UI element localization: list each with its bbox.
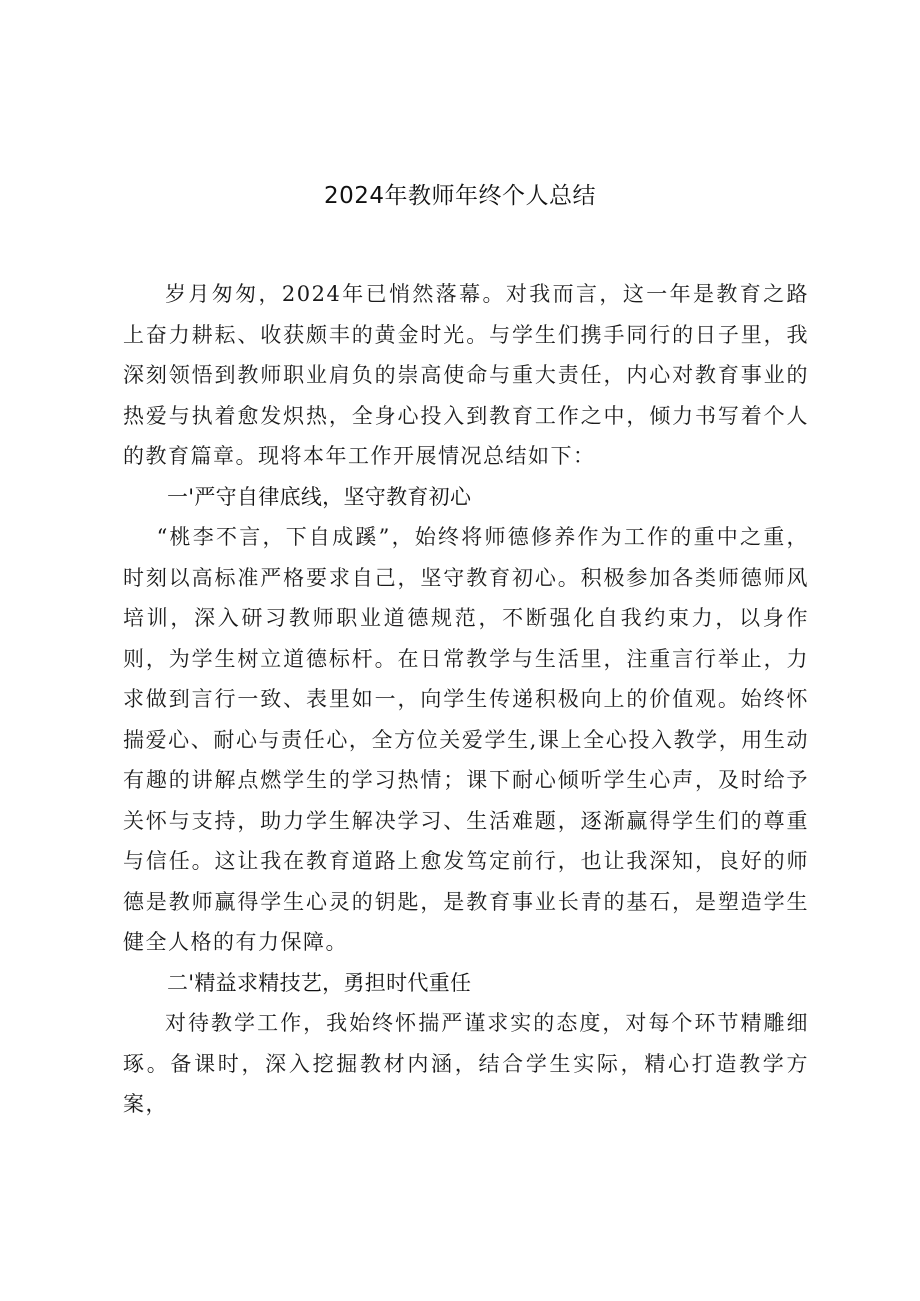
document-title: 2024年教师年终个人总结 (323, 183, 597, 209)
document-body (123, 274, 809, 1125)
section-2-paragraph: 对待教学工作，我始终怀揣严谨求实的态度，对每个环节精雕细琢。备课时，深入挖掘教材内涵，结合学生实际，精心打造教学方案， (123, 1011, 809, 1116)
section-1-heading: 一'严守自律底线，坚守教育初心 (167, 484, 472, 509)
section-1-paragraph: “桃李不言，下自成蹊”，始终将师德修养作为工作的重中之重，时刻以高标准严格要求自己，坚守教育初心。积极参加各类师德师风培训，深入研习教师职业道德规范，不断强化自我约束力，以身作则，为学生树立道德标杆。在日常教学与生活里，注重言行举止，力求做到言行一致、表里如一，向学生传递积极向上的价值观。始终怀揣爱心、耐心与责任心，全方位关爱学生,课上全心投入教学，用生动有趣的讲解点燃学生的学习热情；课下耐心倾听学生心声，及时给予关怀与支持，助力学生解决学习、生活难题，逐渐赢得学生们的尊重与信任。这让我在教育道路上愈发笃定前行，也让我深知，良好的师德是教师赢得学生心灵的钥匙，是教育事业长青的基石，是塑造学生健全人格的有力保障。 (123, 525, 809, 954)
section-2-heading: 二'精益求精技艺，勇担时代重任 (167, 970, 472, 995)
intro-paragraph: 岁月匆匆，2024年已悄然落幕。对我而言，这一年是教育之路上奋力耕耘、收获颇丰的黄金时光。与学生们携手同行的日子里，我深刻领悟到教师职业肩负的崇高使命与重大责任，内心对教育事业的热爱与执着愈发炽热，全身心投入到教育工作之中，倾力书写着个人的教育篇章。现将本年工作开展情况总结如下： (123, 282, 809, 468)
